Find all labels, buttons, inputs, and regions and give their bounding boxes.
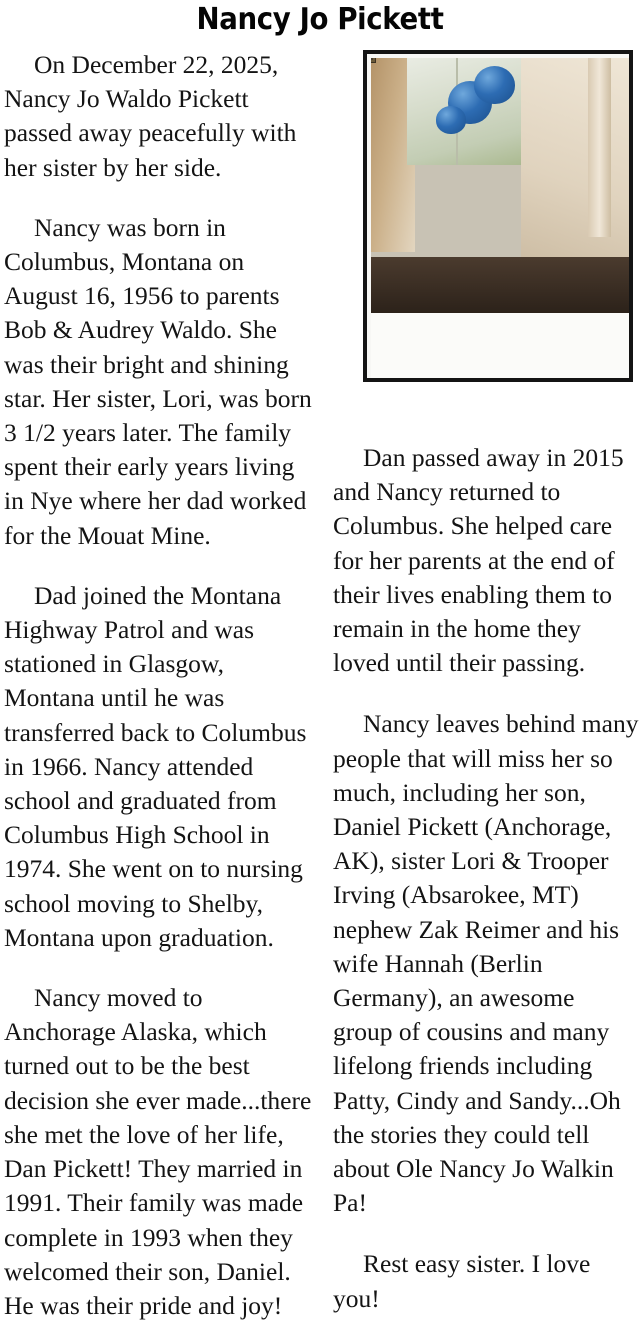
- doorway-background: [588, 58, 611, 237]
- photo-scene: [371, 58, 629, 313]
- left-text-column: [4, 48, 316, 1323]
- floor-background: [371, 257, 629, 313]
- glasses: [371, 58, 373, 60]
- obituary-paragraph: Nancy was born in Columbus, Montana on August 16, 1956 to parents Bob & Audrey Waldo. She was their bright and shining star. Her sister, Lori, was born 3 1/2 years later. The family spent their early years living in Nye where her dad worked for the Mouat Mine.: [4, 212, 312, 550]
- obituary-paragraph: Nancy leaves behind many people that will miss her so much, including her son, Daniel Pickett (Anchorage, AK), sister Lori & Trooper Irving (Absarokee, MT) nephew Zak Reimer and his wife Hannah (Berlin Germany), an awesome group of cousins and many lifelong friends including Patty, Cindy and Sandy...Oh the stories they could tell about Ole Nancy Jo Walkin Pa!: [333, 709, 639, 1218]
- obituary-paragraph: Nancy moved to Anchorage Alaska, which turned out to be the best decision she ever made...there she met the love of her life, Dan Pickett! They married in 1991. Their family was made complete in 1993 when they welcomed their son, Daniel. He was their pride and joy!: [4, 983, 312, 1320]
- obituary-closing-line: Rest easy sister. I love you!: [333, 1249, 591, 1313]
- obituary-paragraph: Dan passed away in 2015 and Nancy returned to Columbus. She helped care for her parents at the end of their lives enabling them to remain in the home they loved until their passing.: [333, 443, 624, 678]
- photo-caption-area: [371, 313, 629, 378]
- page-title: Nancy Jo Pickett: [196, 2, 444, 37]
- wall-background: [521, 58, 629, 262]
- obituary-photo: [371, 58, 629, 313]
- obituary-paragraph: Dad joined the Montana Highway Patrol and was stationed in Glasgow, Montana until he was transferred back to Columbus in 1966. Nancy attended school and graduated from Columbus High School in 1974. She went on to nursing school moving to Shelby, Montana upon graduation.: [4, 580, 307, 952]
- blue-balloon: [474, 66, 515, 104]
- obituary-paragraph: On December 22, 2025, Nancy Jo Waldo Pickett passed away peacefully with her sister by her side.: [4, 50, 297, 182]
- right-text-column: [333, 441, 640, 1316]
- photo-frame: [363, 50, 633, 382]
